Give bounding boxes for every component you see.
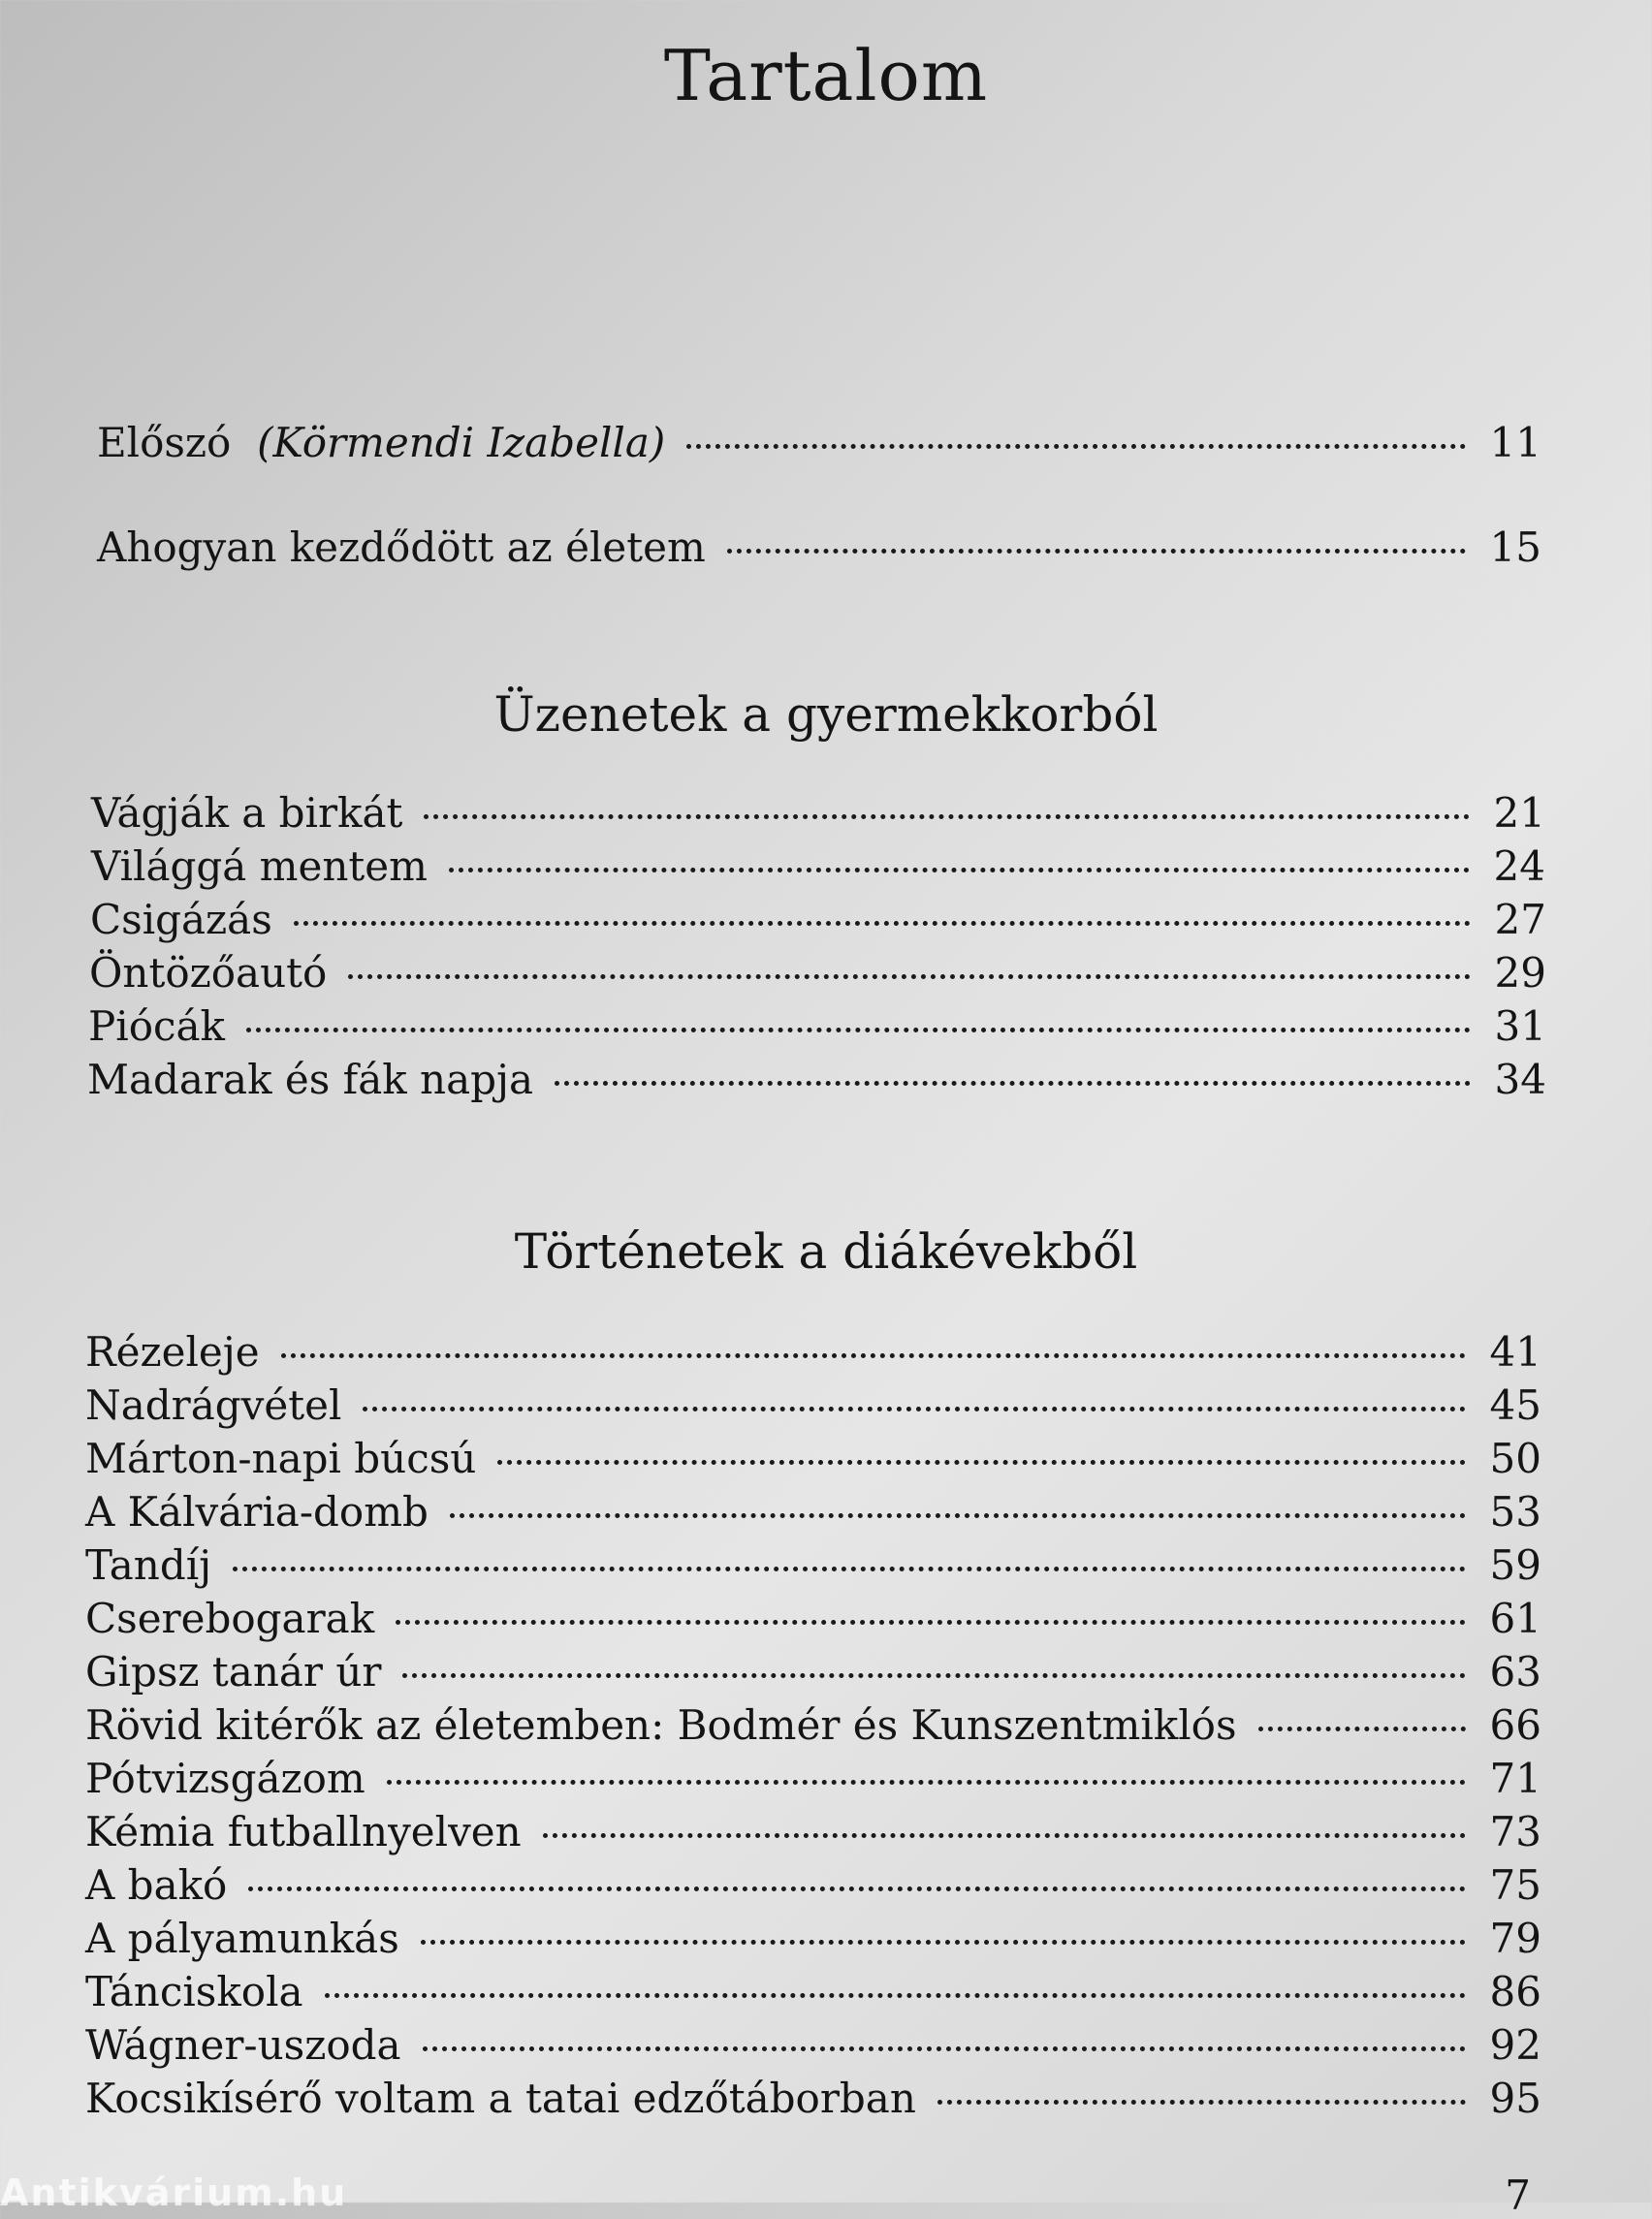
toc-entry-label: A Kálvária-domb [85,1488,429,1536]
section-heading: Történetek a diákévekből [514,1223,1138,1280]
toc-entry [87,1056,1546,1110]
section-heading: Üzenetek a gyermekkorból [493,686,1159,743]
toc-entry-label: Kocsikísérő voltam a tatai edzőtáborban [85,2075,916,2122]
leader-dots [281,1353,1466,1358]
toc-entry [88,1002,1546,1057]
toc-entry-page: 79 [1489,1915,1541,1962]
toc-entry-page: 92 [1489,2021,1541,2069]
toc-entry [85,1701,1541,1756]
toc-entry [97,419,1541,473]
toc-entry [85,1328,1541,1382]
toc-entry-page: 75 [1489,1861,1541,1909]
toc-entry-label: Wágner-uszoda [85,2021,401,2069]
page-title: Tartalom [663,35,989,116]
toc-entry [91,842,1545,897]
toc-entry-label: Csigázás [90,896,272,943]
page-number: 7 [1505,2171,1531,2219]
toc-entry-label: Öntözőautó [89,949,328,997]
toc-entry-label: A pályamunkás [85,1915,399,1962]
toc-entry-label: Tandíj [85,1541,212,1589]
leader-dots [325,1993,1466,1998]
toc-entry-page: 50 [1489,1435,1541,1482]
toc-entry-page: 11 [1489,419,1541,466]
toc-entry-label: Tánciskola [85,1968,303,2015]
leader-dots [555,1081,1471,1086]
leader-dots [233,1567,1466,1571]
leader-dots [686,444,1466,449]
toc-entry-page: 21 [1493,789,1545,837]
leader-dots [423,2046,1466,2051]
toc-entry-label: Pótvizsgázom [85,1755,365,1802]
leader-dots [294,921,1471,926]
leader-dots [937,2100,1466,2105]
toc-entry-page: 15 [1489,523,1541,571]
toc-entry-page: 63 [1489,1648,1541,1696]
toc-entry [85,1808,1541,1862]
leader-dots [421,1940,1466,1945]
leader-dots [450,1513,1466,1518]
leader-dots [424,814,1470,819]
toc-entry-page: 86 [1489,1968,1541,2015]
leader-dots [497,1460,1466,1465]
toc-entry [85,1381,1541,1436]
toc-entry-label: Ahogyan kezdődött az életem [97,523,706,571]
toc-entry-page: 59 [1489,1541,1541,1589]
leader-dots [387,1780,1466,1785]
toc-entry [85,1595,1541,1649]
leader-dots [363,1407,1466,1411]
toc-entry [85,1435,1541,1489]
toc-entry-page: 41 [1489,1328,1541,1376]
toc-entry [89,949,1546,1003]
toc-entry-page: 34 [1494,1056,1546,1103]
toc-entry [97,523,1541,578]
toc-entry-label: Kémia futballnyelven [85,1808,522,1855]
toc-entry-page: 71 [1489,1755,1541,1802]
toc-entry-label: Előszó (Körmendi Izabella) [97,419,666,466]
toc-entry [85,2075,1541,2129]
toc-entry [85,1648,1541,1702]
leader-dots [402,1673,1466,1678]
toc-entry [85,1968,1541,2022]
toc-entry-label: Rézeleje [85,1328,260,1376]
toc-entry-label: Nadrágvétel [85,1381,342,1429]
toc-entry-label: Gipsz tanár úr [85,1648,382,1696]
toc-entry-page: 31 [1494,1002,1546,1050]
toc-entry [85,1541,1541,1596]
toc-entry-label: Piócák [88,1002,225,1050]
toc-entry-label: A bakó [85,1861,228,1909]
toc-entry-label: Vágják a birkát [91,789,403,837]
toc-entry-page: 73 [1489,1808,1541,1855]
toc-entry-page: 29 [1494,949,1546,997]
toc-entry-page: 53 [1489,1488,1541,1536]
toc-entry-label: Rövid kitérők az életemben: Bodmér és Kunszentmiklós [85,1701,1237,1749]
leader-dots [248,1886,1466,1891]
leader-dots [449,868,1470,872]
leader-dots [1258,1727,1466,1731]
toc-entry [91,789,1545,843]
toc-entry-author: (Körmendi Izabella) [257,419,666,466]
toc-entry [85,1488,1541,1542]
toc-entry-page: 45 [1489,1381,1541,1429]
toc-entry [85,1861,1541,1916]
toc-entry-label: Madarak és fák napja [87,1056,534,1103]
toc-entry-page: 24 [1493,842,1545,890]
leader-dots [396,1620,1466,1625]
leader-dots [246,1028,1471,1032]
toc-entry-page: 95 [1489,2075,1541,2122]
toc-entry-page: 61 [1489,1595,1541,1642]
toc-entry [90,896,1546,950]
toc-entry-label: Cserebogarak [85,1595,375,1642]
toc-entry-page: 66 [1489,1701,1541,1749]
leader-dots [348,974,1471,979]
leader-dots [727,549,1466,554]
toc-entry-page: 27 [1494,896,1546,943]
toc-entry [85,2021,1541,2076]
toc-entry [85,1915,1541,1969]
toc-entry-label: Márton-napi búcsú [85,1435,477,1482]
toc-entry [85,1755,1541,1809]
leader-dots [543,1833,1466,1838]
watermark: Antikvárium.hu [0,2171,348,2214]
toc-entry-label: Világgá mentem [91,842,428,890]
